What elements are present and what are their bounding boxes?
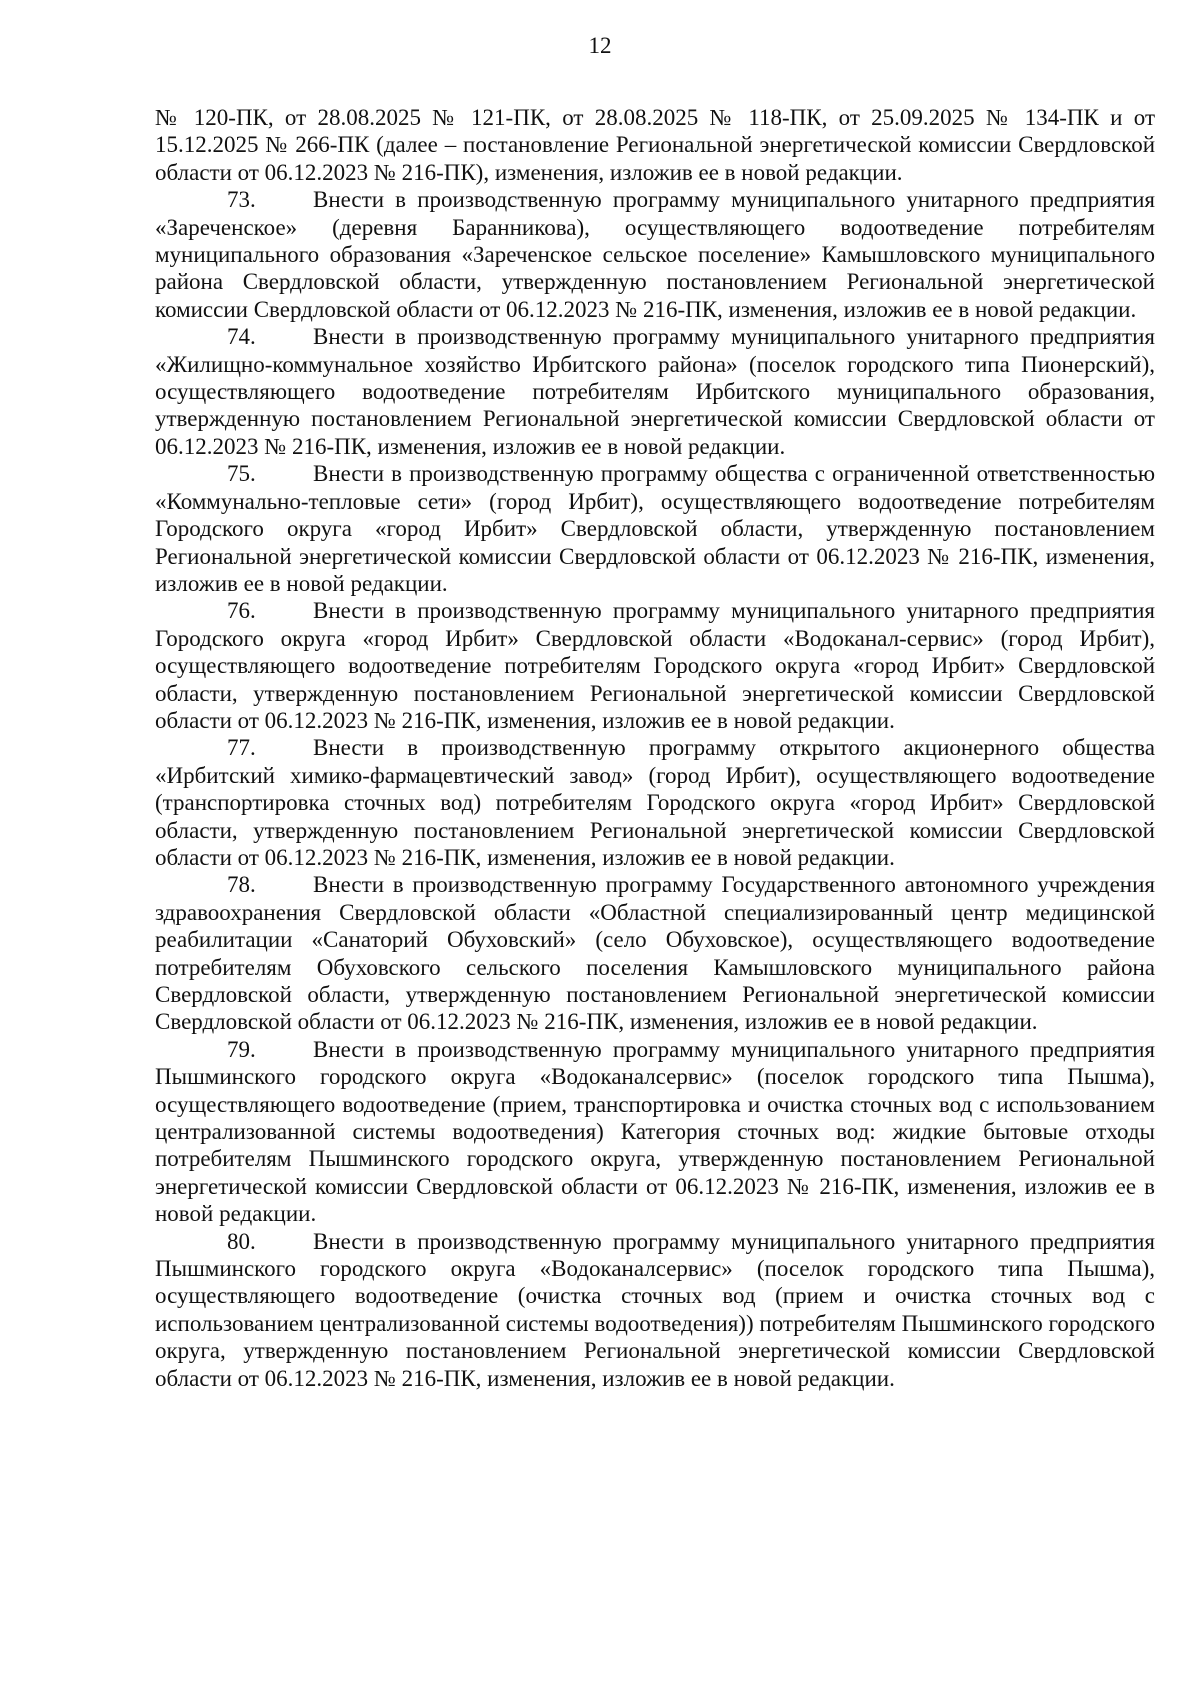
item-text: Внести в производственную программу открытого акционерного общества «Ирбитский химико-фармацевтический завод» (город Ирбит), осуществляющего водоотведение (транспортировка сточных вод) потребителям Городского округа «город Ирбит» Свердловской области, утвержденную постановлением Региональной энергетической комиссии Свердловской области от 06.12.2023 № 216-ПК, изменения, изложив ее в новой редакции. [155, 735, 1155, 870]
item-77 [155, 734, 1155, 871]
item-number: 78. [227, 872, 256, 898]
item-number: 76. [227, 598, 256, 624]
page-number: 12 [588, 33, 612, 58]
item-number: 79. [227, 1036, 256, 1062]
item-text: Внести в производственную программу муниципального унитарного предприятия «Зареченское» (деревня Баранникова), осуществляющего водоотведение потребителям муниципального образования «Зареченское сельское поселение» Камышловского муниципального района Свердловской области, утвержденную постановлением Региональной энергетической комиссии Свердловской области от 06.12.2023 № 216-ПК, изменения, изложив ее в новой редакции. [155, 187, 1155, 322]
item-79 [155, 1036, 1155, 1228]
intro-paragraph: № 120-ПК, от 28.08.2025 № 121-ПК, от 28.08.2025 № 118-ПК, от 25.09.2025 № 134-ПК и от 15.12.2025 № 266-ПК (далее – постановление Региональной энергетической комиссии Свердловской области от 06.12.2023 № 216-ПК), изменения, изложив ее в новой редакции. [155, 105, 1155, 185]
item-78 [155, 871, 1155, 1035]
document-body [155, 104, 1155, 1392]
item-number: 80. [227, 1228, 256, 1254]
item-text: Внести в производственную программу муниципального унитарного предприятия Пышминского городского округа «Водоканалсервис» (поселок городского типа Пышма), осуществляющего водоотведение (прием, транспортировка и очистка сточных вод с использованием централизованной системы водоотведения) Категория сточных вод: жидкие бытовые отходы потребителям Пышминского городского округа, утвержденную постановлением Региональной энергетической комиссии Свердловской области от 06.12.2023 № 216-ПК, изменения, изложив ее в новой редакции. [155, 1036, 1155, 1227]
item-text: Внести в производственную программу общества с ограниченной ответственностью «Коммунально-тепловые сети» (город Ирбит), осуществляющего водоотведение потребителям Городского округа «город Ирбит» Свердловской области, утвержденную постановлением Региональной энергетической комиссии Свердловской области от 06.12.2023 № 216-ПК, изменения, изложив ее в новой редакции. [155, 461, 1155, 596]
item-73 [155, 186, 1155, 323]
item-80 [155, 1228, 1155, 1392]
item-number: 74. [227, 324, 256, 350]
item-text: Внести в производственную программу муниципального унитарного предприятия «Жилищно-коммунальное хозяйство Ирбитского района» (поселок городского типа Пионерский), осуществляющего водоотведение потребителям Ирбитского муниципального образования, утвержденную постановлением Региональной энергетической комиссии Свердловской области от 06.12.2023 № 216-ПК, изменения, изложив ее в новой редакции. [155, 324, 1155, 459]
item-76 [155, 597, 1155, 734]
item-text: Внести в производственную программу муниципального унитарного предприятия Городского округа «город Ирбит» Свердловской области «Водоканал-сервис» (город Ирбит), осуществляющего водоотведение потребителям Городского округа «город Ирбит» Свердловской области, утвержденную постановлением Региональной энергетической комиссии Свердловской области от 06.12.2023 № 216-ПК, изменения, изложив ее в новой редакции. [155, 598, 1155, 733]
item-75 [155, 460, 1155, 597]
item-number: 75. [227, 461, 256, 487]
item-number: 77. [227, 735, 256, 761]
item-74 [155, 323, 1155, 460]
item-text: Внести в производственную программу муниципального унитарного предприятия Пышминского городского округа «Водоканалсервис» (поселок городского типа Пышма), осуществляющего водоотведение (очистка сточных вод (прием и очистка сточных вод с использованием централизованной системы водоотведения)) потребителям Пышминского городского округа, утвержденную постановлением Региональной энергетической комиссии Свердловской области от 06.12.2023 № 216-ПК, изменения, изложив ее в новой редакции. [155, 1228, 1155, 1391]
item-text: Внести в производственную программу Государственного автономного учреждения здравоохранения Свердловской области «Областной специализированный центр медицинской реабилитации «Санаторий Обуховский» (село Обуховское), осуществляющего водоотведение потребителям Обуховского сельского поселения Камышловского муниципального района Свердловской области, утвержденную постановлением Региональной энергетической комиссии Свердловской области от 06.12.2023 № 216-ПК, изменения, изложив ее в новой редакции. [155, 872, 1155, 1035]
item-number: 73. [227, 187, 256, 213]
